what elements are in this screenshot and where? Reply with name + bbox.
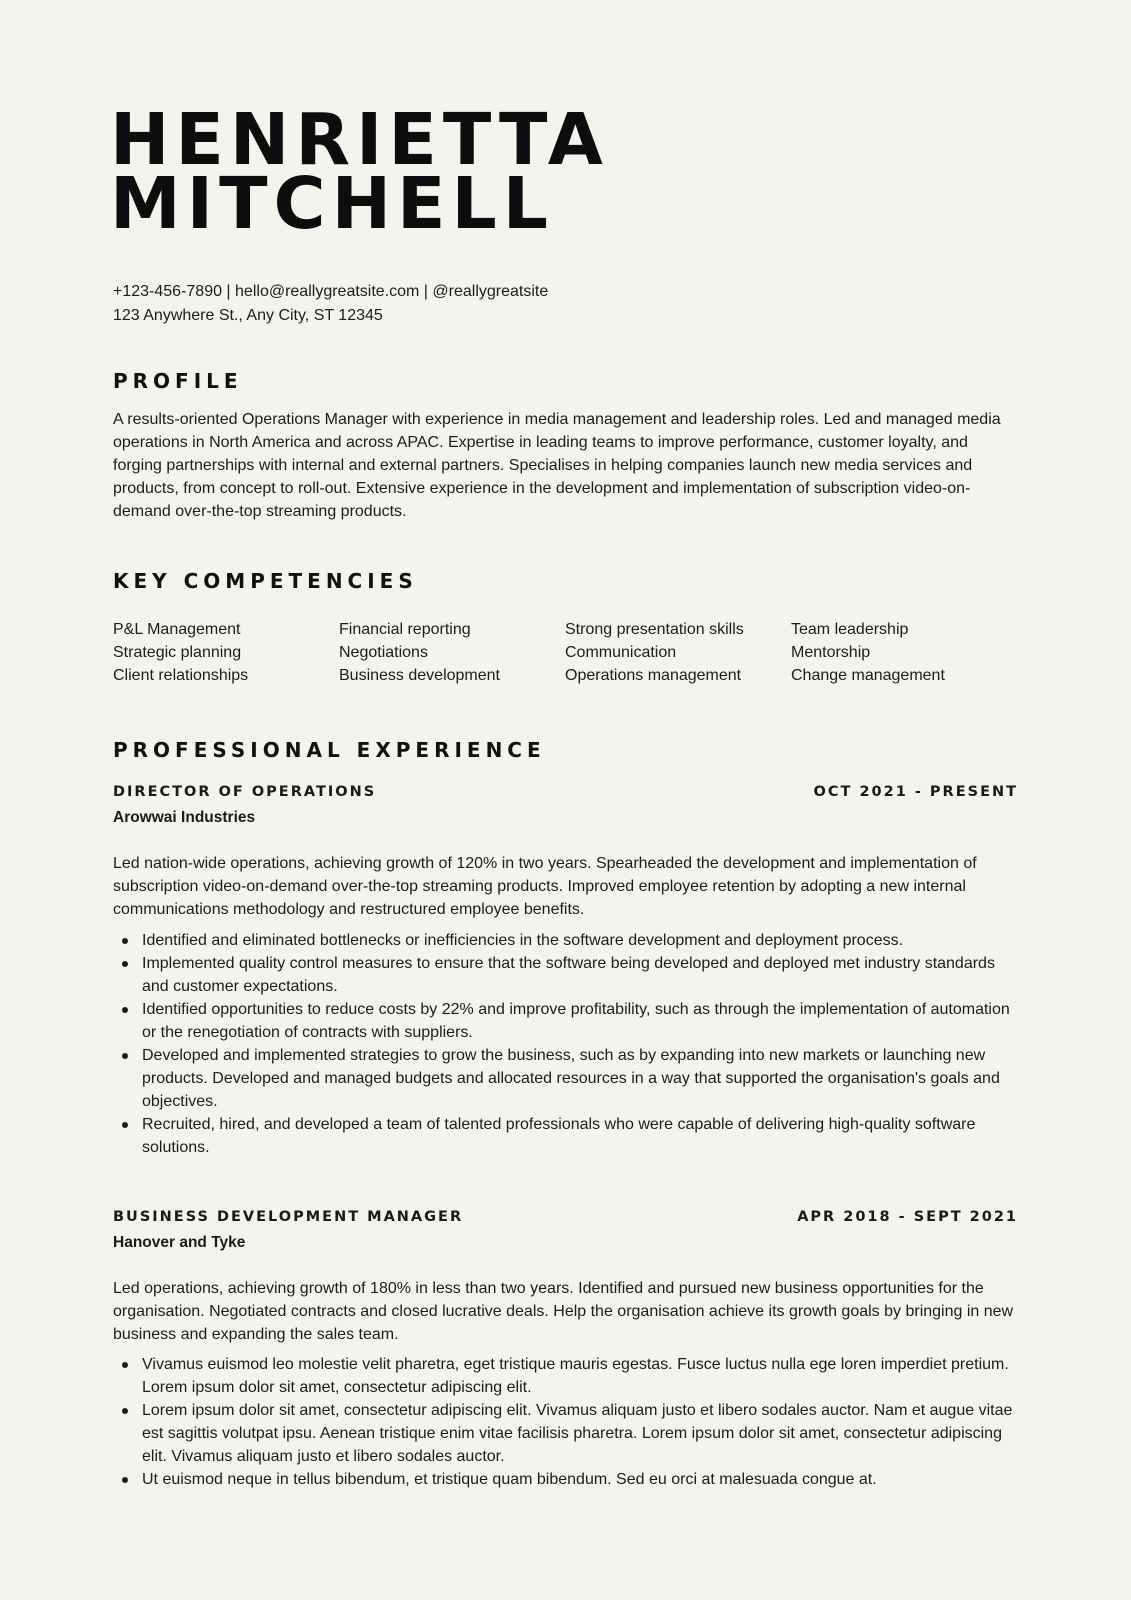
job-company: Arowwai Industries: [113, 809, 256, 826]
job-role: DIRECTOR OF OPERATIONS: [113, 784, 377, 800]
job-header: [113, 1207, 1018, 1227]
competencies-grid: [113, 618, 1018, 687]
profile-text: A results-oriented Operations Manager with experience in media management and leadership roles. Led and managed media operations in North America and across APAC. Expertise in leading teams to improve performance, customer loyalty, and forging partnerships with internal and external partners. Specialises in helping companies launch new media services and products, from concept to roll-out. Extensive experience in the development and implementation of subscription video-on-demand over-the-top streaming products.: [113, 411, 1001, 520]
job-role: BUSINESS DEVELOPMENT MANAGER: [113, 1209, 464, 1225]
job-header: [113, 782, 1018, 802]
bullet-item: Implemented quality control measures to ensure that the software being developed and deployed met industry standards and customer expectations.: [113, 952, 1018, 998]
job-summary: Led operations, achieving growth of 180% in less than two years. Identified and pursued new business opportunities for the organisation. Negotiated contracts and closed lucrative deals. Help the organisation achieve its growth goals by bringing in new business and expanding the sales team.: [113, 1280, 1014, 1343]
bullet-item: Recruited, hired, and developed a team of talented professionals who were capable of delivering high-quality software solutions.: [113, 1113, 1018, 1159]
bullet-item: Lorem ipsum dolor sit amet, consectetur adipiscing elit. Vivamus aliquam justo et libero sodales auctor. Nam et augue vitae est sagittis volutpat ipsu. Aenean tristique enim vitae facilisis pharetra. Lorem ipsum dolor sit amet, consectetur adipiscing elit. Vivamus aliquam justo et libero sodales auctor.: [113, 1399, 1018, 1468]
competency-item: Negotiations: [339, 644, 428, 661]
competency-item: Operations management: [565, 667, 742, 684]
last-name: MITCHELL: [110, 162, 555, 245]
bullet-item: Identified opportunities to reduce costs by 22% and improve profitability, such as through the implementation of automation or the renegotiation of contracts with suppliers.: [113, 998, 1018, 1044]
bullet-item: Identified and eliminated bottlenecks or inefficiencies in the software development and deployment process.: [113, 929, 1018, 952]
competency-item: Financial reporting: [339, 621, 471, 638]
competency-item: Strategic planning: [113, 644, 242, 661]
competency-item: Communication: [565, 644, 677, 661]
first-name: HENRIETTA: [110, 98, 609, 181]
job-bullets: [113, 929, 1018, 1159]
contact-line-address: 123 Anywhere St., Any City, ST 12345: [113, 307, 383, 324]
competency-item: Team leadership: [791, 621, 909, 638]
bullet-item: Ut euismod neque in tellus bibendum, et tristique quam bibendum. Sed eu orci at malesuada congue at.: [113, 1468, 1018, 1491]
profile-heading: PROFILE: [113, 369, 243, 393]
experience-heading: PROFESSIONAL EXPERIENCE: [113, 738, 546, 762]
job-dates: APR 2018 - SEPT 2021: [797, 1209, 1018, 1225]
competency-item: Strong presentation skills: [565, 621, 744, 638]
competency-item: Business development: [339, 667, 500, 684]
competency-item: Change management: [791, 667, 945, 684]
job-bullets: [113, 1353, 1018, 1491]
competencies-heading: KEY COMPETENCIES: [113, 569, 418, 593]
competency-item: P&L Management: [113, 621, 241, 638]
competency-item: Client relationships: [113, 667, 249, 684]
candidate-name: [110, 98, 609, 245]
job-company: Hanover and Tyke: [113, 1234, 246, 1251]
job-dates: OCT 2021 - PRESENT: [813, 784, 1018, 800]
bullet-item: Vivamus euismod leo molestie velit pharetra, eget tristique mauris egestas. Fusce luctus nulla ege loren imperdiet pretium. Lorem ipsum dolor sit amet, consectetur adipiscing elit.: [113, 1353, 1018, 1399]
job-summary: Led nation-wide operations, achieving growth of 120% in two years. Spearheaded the development and implementation of subscription video-on-demand over-the-top streaming products. Improved employee retention by adopting a new internal communications methodology and restructured employee benefits.: [113, 855, 977, 918]
contact-line-phone-email-handle: +123-456-7890 | hello@reallygreatsite.com | @reallygreatsite: [113, 283, 549, 300]
bullet-item: Developed and implemented strategies to grow the business, such as by expanding into new markets or launching new products. Developed and managed budgets and allocated resources in a way that supported the organisation's goals and objectives.: [113, 1044, 1018, 1113]
competency-item: Mentorship: [791, 644, 871, 661]
contact-info: [113, 280, 548, 328]
